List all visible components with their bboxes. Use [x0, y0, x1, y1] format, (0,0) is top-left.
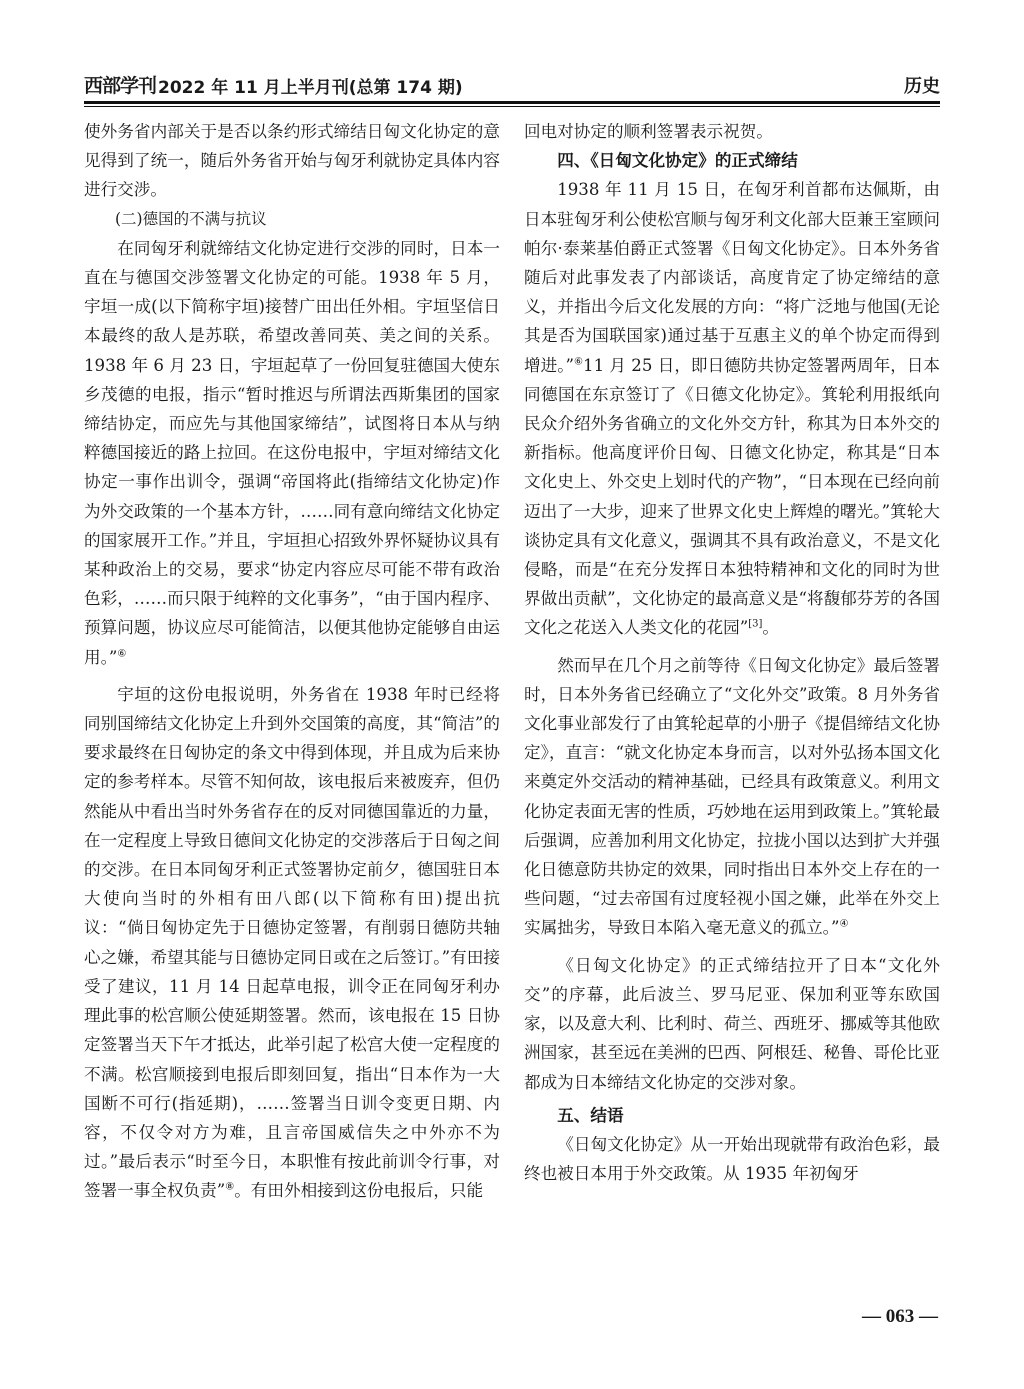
- journal-logo: 西部学刊: [84, 75, 157, 97]
- right-column: [524, 117, 940, 1188]
- header-rule-thick: [84, 101, 940, 104]
- reference-marker: [3]: [748, 618, 763, 630]
- left-column: [84, 117, 500, 1206]
- section-heading: 五、结语: [557, 1105, 624, 1125]
- paragraph: 回电对协定的顺利签署表示祝贺。: [524, 122, 773, 141]
- paragraph: 《日匈文化协定》从一开始出现就带有政治色彩，最终也被日本用于外交政策。从 1935 年初匈牙: [524, 1134, 940, 1184]
- section-label: 历史: [904, 76, 940, 97]
- subheading: (二)德国的不满与抗议: [115, 209, 267, 228]
- footnote-marker: ④: [839, 918, 849, 930]
- section-heading: 四、《日匈文化协定》的正式缔结: [557, 151, 798, 171]
- header-rule-thin: [84, 106, 940, 107]
- paragraph: 宇垣的这份电报说明，外务省在 1938 年时已经将同别国缔结文化协定上升到外交国策的高度，其“简洁”的要求最终在日匈协定的条文中得到体现，并且成为后来协定的参考样本。尽管不知何故，该电报后来被废弃，但仍然能从中看出当时外务省存在的反对同德国靠近的力量，在一定程度上导致日德间文化协定的交涉落后于日匈之间的交涉。在日本同匈牙利正式签署协定前夕，德国驻日本大使向当时的外相有田八郎(以下简称有田)提出抗议：“倘日匈协定先于日德协定签署，有削弱日德防共轴心之嫌，希望其能与日德协定同日或在之后签订。”有田接受了建议，11 月 14 日起草电报，训令正在同匈牙利办理此事的松宫顺公使延期签署。然而，该电报在 15 日协定签署当天下午才抵达，此举引起了松宫大使一定程度的不满。松宫顺接到电报后即刻回复，指出“日本作为一大国断不可行(指延期)，……签署当日训令变更日期、内容，不仅令对方为难，且言帝国威信失之中外亦不为过。”最后表示“时至今日，本职惟有按此前训令行事，对签署一事全权负责”⑧。有田外相接到这份电报后，只能: [84, 684, 500, 1201]
- page-header: [84, 68, 940, 98]
- page-number: — 063 —: [862, 1306, 938, 1327]
- footnote-marker: ⑧: [225, 1181, 235, 1193]
- paragraph: 然而早在几个月之前等待《日匈文化协定》最后签署时，日本外务省已经确立了“文化外交”政策。8 月外务省文化事业部发行了由箕轮起草的小册子《提倡缔结文化协定》，直言：“就文化协定本身而言，以对外弘扬本国文化来奠定外交活动的精神基础，已经具有政策意义。利用文化协定表面无害的性质，巧妙地在运用到政策上。”箕轮最后强调，应善加利用文化协定，拉拢小国以达到扩大并强化日德意防共协定的效果，同时指出日本外交上存在的一些问题，“过去帝国有过度轻视小国之嫌，此举在外交上实属拙劣，导致日本陷入毫无意义的孤立。”④: [524, 655, 940, 938]
- paragraph: 《日匈文化协定》的正式缔结拉开了日本“文化外交”的序幕，此后波兰、罗马尼亚、保加利亚等东欧国家，以及意大利、比利时、荷兰、西班牙、挪威等其他欧洲国家，甚至远在美洲的巴西、阿根廷、秘鲁、哥伦比亚都成为日本缔结文化协定的交涉对象。: [524, 955, 940, 1092]
- paragraph: 1938 年 11 月 15 日，在匈牙利首都布达佩斯，由日本驻匈牙利公使松宫顺与匈牙利文化部大臣兼王室顾问帕尔·泰莱基伯爵正式签署《日匈文化协定》。日本外务省随后对此事发表了内部谈话，高度肯定了协定缔结的意义，并指出今后文化发展的方向：“将广泛地与他国(无论其是否为国联国家)通过基于互惠主义的单个协定而得到增进。”⑥11 月 25 日，即日德防共协定签署两周年，日本同德国在东京签订了《日德文化协定》。箕轮利用报纸向民众介绍外务省确立的文化外交方针，称其为日本外交的新指标。他高度评价日匈、日德文化协定，称其是“日本文化史上、外交史上划时代的产物”，“日本现在已经向前迈出了一大步，迎来了世界文化史上辉煌的曙光。”箕轮大谈协定具有文化意义，强调其不具有政治意义，不是文化侵略，而是“在充分发挥日本独特精神和文化的同时为世界做出贡献”，文化协定的最高意义是“将馥郁芬芳的各国文化之花送入人类文化的花园”[3]。: [524, 180, 941, 638]
- paragraph: 在同匈牙利就缔结文化协定进行交涉的同时，日本一直在与德国交涉签署文化协定的可能。1938 年 5 月，宇垣一成(以下简称宇垣)接替广田出任外相。宇垣坚信日本最终的敌人是苏联，希望改善同英、美之间的关系。1938 年 6 月 23 日，宇垣起草了一份回复驻德国大使东乡茂德的电报，指示“暂时推迟与所谓法西斯集团的国家缔结协定，而应先与其他国家缔结”，试图将日本从与纳粹德国接近的路上拉回。在这份电报中，宇垣对缔结文化协定一事作出训令，强调“帝国将此(指缔结文化协定)作为外交政策的一个基本方针，……同有意向缔结文化协定的国家展开工作。”并且，宇垣担心招致外界怀疑协议具有某种政治上的交易，要求“协定内容应尽可能不带有政治色彩，……而只限于纯粹的文化事务”，“由于国内程序、预算问题，协议应尽可能简洁，以便其他协定能够自由运用。”⑥: [84, 238, 500, 667]
- issue-info: 2022 年 11 月上半月刊(总第 174 期): [158, 78, 463, 98]
- footnote-marker: ⑥: [574, 356, 584, 368]
- footnote-marker: ⑥: [117, 648, 127, 660]
- paragraph: 使外务省内部关于是否以条约形式缔结日匈文化协定的意见得到了统一，随后外务省开始与匈牙利就协定具体内容进行交涉。: [84, 122, 500, 200]
- header-left: [84, 71, 463, 98]
